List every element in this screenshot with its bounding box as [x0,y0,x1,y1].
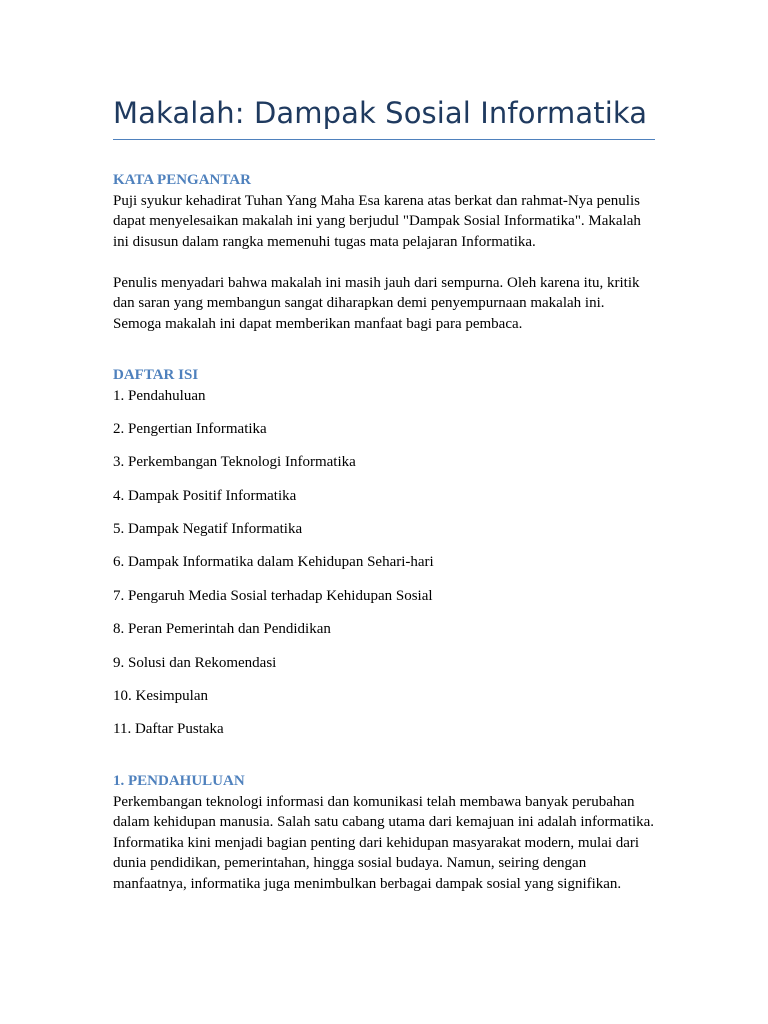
heading-kata-pengantar: KATA PENGANTAR [113,172,251,188]
document-title: Makalah: Dampak Sosial Informatika [113,96,648,130]
toc-item: 6. Dampak Informatika dalam Kehidupan Sehari-hari [113,554,434,571]
section-pendahuluan [113,771,655,894]
section-kata-pengantar [113,170,655,334]
toc-item: 4. Dampak Positif Informatika [113,487,297,504]
toc-item: 9. Solusi dan Rekomendasi [113,654,277,671]
toc-item: 1. Pendahuluan [113,387,206,404]
toc-item: 3. Perkembangan Teknologi Informatika [113,454,356,471]
title-underline [113,139,655,140]
toc-item: 11. Daftar Pustaka [113,721,224,738]
heading-daftar-isi: DAFTAR ISI [113,367,199,383]
toc-item: 7. Pengaruh Media Sosial terhadap Kehidupan Sosial [113,587,433,604]
toc-item: 2. Pengertian Informatika [113,420,267,437]
heading-pendahuluan: 1. PENDAHULUAN [113,773,245,789]
paragraph-kata-pengantar-1: Puji syukur kehadirat Tuhan Yang Maha Esa karena atas berkat dan rahmat-Nya penulis dapat menyelesaikan makalah ini yang berjudul "Dampak Sosial Informatika". Makalah ini disusun dalam rangka memenuhi tugas mata pelajaran Informatika. [113,192,641,250]
table-of-contents [113,386,655,753]
section-daftar-isi [113,365,655,753]
toc-item: 8. Peran Pemerintah dan Pendidikan [113,621,331,638]
paragraph-kata-pengantar-2: Penulis menyadari bahwa makalah ini masih jauh dari sempurna. Oleh karena itu, kritik dan saran yang membangun sangat diharapkan demi penyempurnaan makalah ini. Semoga makalah ini dapat memberikan manfaat bagi para pembaca. [113,274,640,332]
toc-item: 5. Dampak Negatif Informatika [113,521,303,538]
paragraph-pendahuluan: Perkembangan teknologi informasi dan komunikasi telah membawa banyak perubahan dalam kehidupan manusia. Salah satu cabang utama dari kemajuan ini adalah informatika. Informatika kini menjadi bagian penting dari kehidupan masyarakat modern, mulai dari dunia pendidikan, pemerintahan, hingga sosial budaya. Namun, seiring dengan manfaatnya, informatika juga menimbulkan berbagai dampak sosial yang signifikan. [113,793,655,892]
toc-item: 10. Kesimpulan [113,688,208,705]
